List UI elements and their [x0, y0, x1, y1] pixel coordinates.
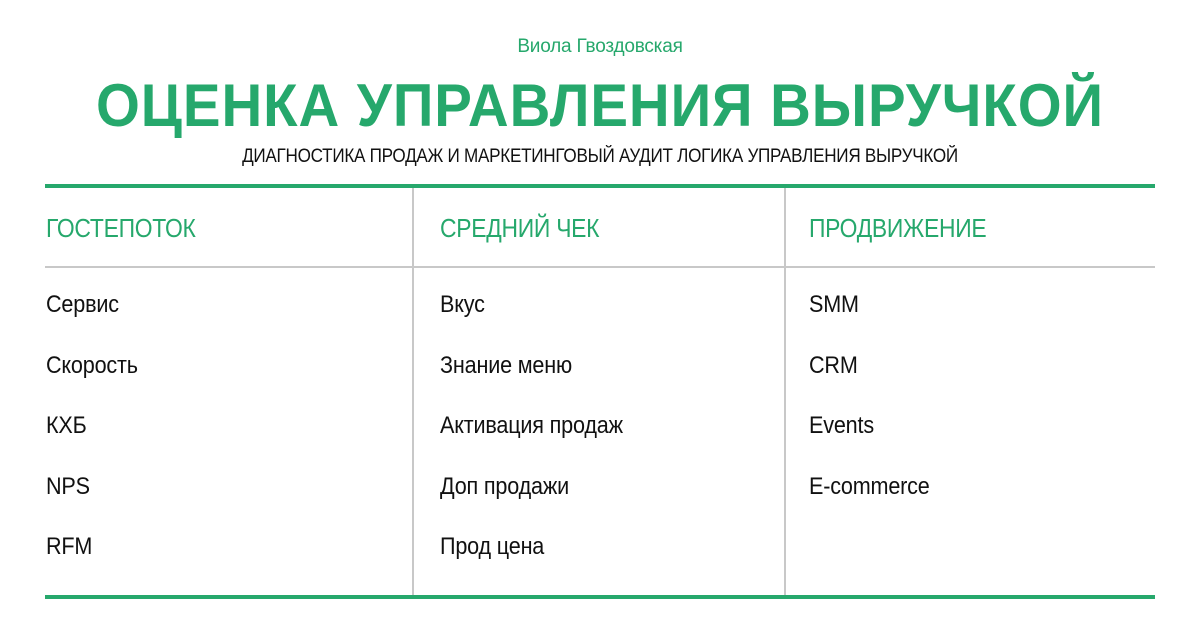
column-heading: СРЕДНИЙ ЧЕК [440, 213, 600, 243]
column-list [809, 268, 1011, 512]
list-item: E-commerce [809, 472, 930, 500]
list-item: Скорость [46, 351, 138, 379]
list-item: КХБ [46, 412, 87, 439]
list-item: Сервис [46, 291, 119, 318]
column-heading: ПРОДВИЖЕНИЕ [809, 213, 987, 243]
page-title: ОЦЕНКА УПРАВЛЕНИЯ ВЫРУЧКОЙ [95, 72, 1105, 139]
list-item: NPS [46, 472, 90, 500]
bottom-rule [45, 595, 1155, 599]
page-subtitle: ДИАГНОСТИКА ПРОДАЖ И МАРКЕТИНГОВЫЙ АУДИТ ЛОГИКА УПРАВЛЕНИЯ ВЫРУЧКОЙ [242, 146, 958, 167]
list-item: CRM [809, 351, 858, 379]
column-list [46, 268, 216, 573]
column-guest-flow [46, 188, 216, 573]
list-item: Знание меню [440, 351, 573, 379]
list-item: Events [809, 412, 874, 439]
column-average-check [440, 188, 643, 573]
column-divider-2 [784, 188, 786, 595]
list-item: RFM [46, 533, 93, 560]
column-promotion [809, 188, 1011, 512]
list-item: SMM [809, 291, 859, 318]
list-item: Доп продажи [440, 472, 569, 500]
column-divider-1 [412, 188, 414, 595]
column-heading: ГОСТЕПОТОК [46, 213, 196, 243]
list-item: Прод цена [440, 533, 545, 560]
column-list [440, 268, 643, 573]
list-item: Активация продаж [440, 412, 623, 439]
author-name: Виола Гвоздовская [517, 36, 683, 57]
list-item: Вкус [440, 291, 485, 318]
